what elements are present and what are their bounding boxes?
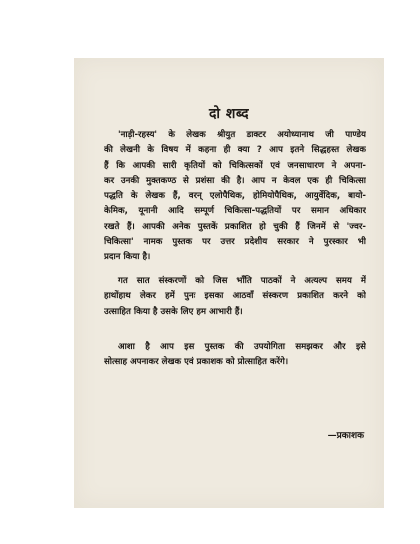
preface-paragraph-2 [104,274,366,320]
text-line: की लेखनी के विषय में कहना ही क्या ? आप इतने सिद्धहस्त लेखक [104,145,366,156]
text-line: रखते हैं। आपकी अनेक पुस्तकें प्रकाशित हो चुकी हैं जिनमें से 'ज्वर- [104,221,366,232]
page-title: दो शब्द [208,106,250,122]
text-line: केमिक, यूनानी आदि सम्पूर्ण चिकित्सा-पद्धतियों पर समान अधिकार [104,206,366,217]
text-line: चिकित्सा' नामक पुस्तक पर उत्तर प्रदेशीय सरकार ने पुरस्कार भी [104,237,366,248]
preface-paragraph-3 [104,340,366,371]
book-page [74,58,384,508]
text-line: उत्साहित किया है उसके लिए हम आभारी हैं। [104,306,243,317]
text-line: सोत्साह अपनाकर लेखक एवं प्रकाशक को प्रोत्साहित करेंगे। [104,357,289,368]
text-line: प्रदान किया है। [104,252,151,263]
text-line: कर उनकी मुक्तकण्ठ से प्रशंसा की है। आप न केवल एक ही चिकित्सा [104,175,366,186]
text-line: पद्धति के लेखक हैं, वरन् एलोपैथिक, होमियोपैथिक, आयुर्वेदिक, बायो- [104,191,366,202]
text-line: गत सात संस्करणों को जिस भाँति पाठकों ने अत्यल्प समय में [118,276,366,286]
text-line: 'नाड़ी-रहस्य' के लेखक श्रीयुत डाक्टर अयोध्यानाथ जी पाण्डेय [118,130,366,140]
text-line: हैं कि आपकी सारी कृतियों को चिकित्सकों एवं जनसाधारण ने अपना- [104,160,366,171]
preface-paragraph-1 [104,128,366,266]
text-line: हाथोंहाथ लेकर हमें पुनः इसका आठवाँ संस्करण प्रकाशित करने को [104,291,366,302]
publisher-signature: —प्रकाशक [327,431,364,441]
text-line: आशा है आप इस पुस्तक की उपयोगिता समझकर और इसे [118,342,366,352]
